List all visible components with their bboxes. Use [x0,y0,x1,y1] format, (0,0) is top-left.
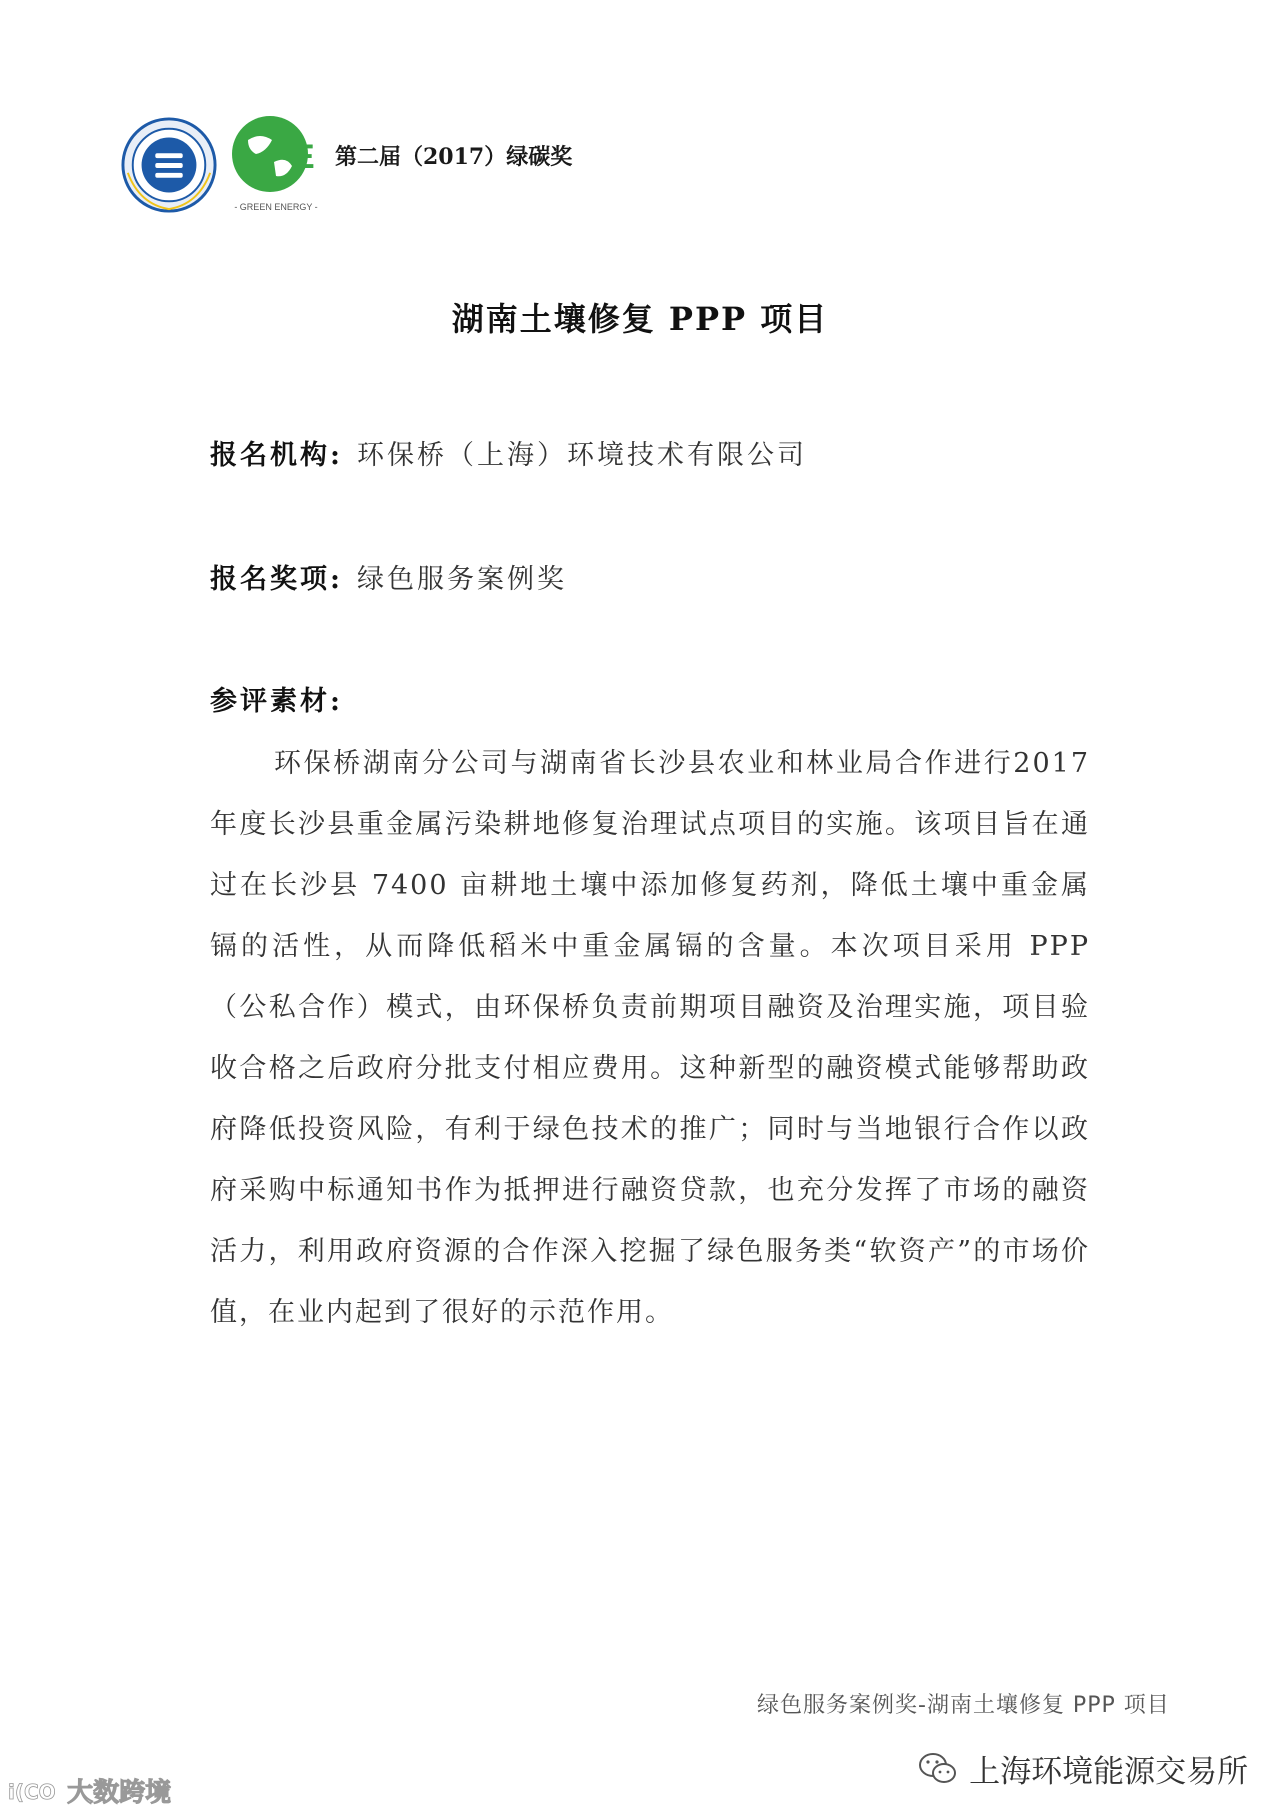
award-label: 报名奖项: [210,564,343,595]
corner-watermark [6,1772,171,1806]
brand-mark-text: i(CO [8,1779,56,1804]
org-field [210,433,807,472]
award-name: 第二届（2017）绿碳奖 [335,144,573,170]
green-energy-caption: - GREEN ENERGY - [234,202,318,212]
exchange-watermark [918,1746,1248,1790]
exchange-watermark-text: 上海环境能源交易所 [969,1754,1249,1790]
page-title: 湖南土壤修复 PPP 项目 [451,300,829,338]
exchange-logo [120,116,218,214]
award-field [210,557,567,596]
header [120,108,820,212]
org-label: 报名机构: [210,440,343,471]
award-value: 绿色服务案例奖 [356,564,567,595]
page-footer: 绿色服务案例奖-湖南土壤修复 PPP 项目 [757,1693,1170,1718]
svg-text:E: E [292,138,315,176]
corner-watermark-text: 大数跨境 [67,1778,172,1808]
org-value: 环保桥（上海）环境技术有限公司 [356,440,807,471]
body-paragraph: 环保桥湖南分公司与湖南省长沙县农业和林业局合作进行2017年度长沙县重金属污染耕地修复治理试点项目的实施。该项目旨在通过在长沙县 7400 亩耕地土壤中添加修复药剂，降低土壤中重金属镉的活性，从而降低稻米中重金属镉的含量。本次项目采用 PPP（公私合作）模式，由环保桥负责前期项目融资及治理实施，项目验收合格之后政府分批支付相应费用。这种新型的融资模式能够帮助政府降低投资风险，有利于绿色技术的推广；同时与当地银行合作以政府采购中标通知书作为抵押进行融资贷款，也充分发挥了市场的融资活力，利用政府资源的合作深入挖掘了绿色服务类“软资产”的市场价值，在业内起到了很好的示范作用。 [210,748,1090,1328]
wechat-icon [918,1751,958,1787]
materials-label: 参评素材: [210,686,343,717]
brand-mark-icon [6,1776,60,1806]
green-energy-logo [226,110,326,215]
